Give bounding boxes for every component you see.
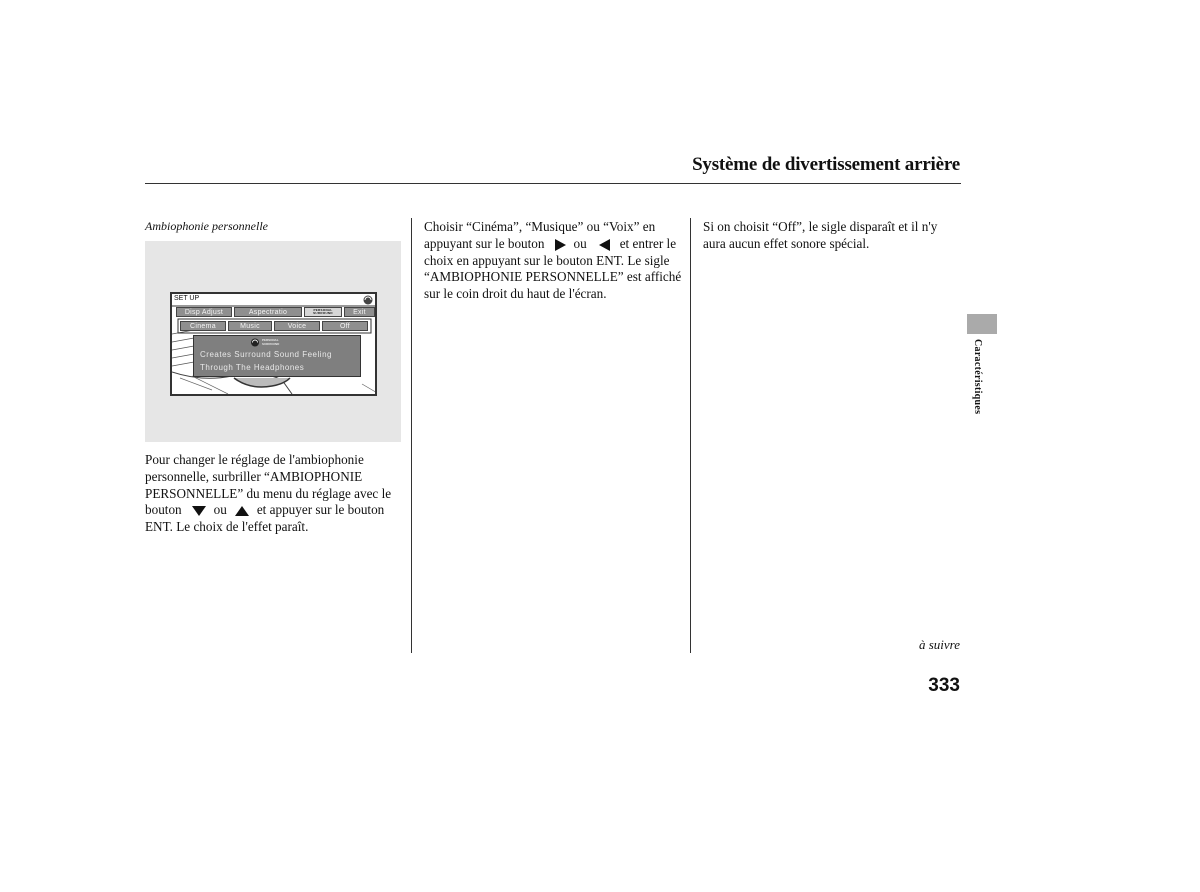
right-arrow-icon <box>555 239 566 251</box>
section-tab-marker <box>967 314 997 334</box>
personal-surround-button[interactable] <box>304 307 342 317</box>
middle-paragraph-part-1: Choisir “Cinéma”, “Musique” ou “Voix” en appuyant sur le bouton <box>424 219 656 251</box>
column-divider-1 <box>411 218 412 653</box>
middle-paragraph <box>424 219 686 303</box>
aspectratio-button[interactable]: Aspectratio <box>234 307 302 317</box>
page-number: 333 <box>928 675 960 696</box>
popup-badge <box>262 339 279 346</box>
surround-icon <box>362 295 374 305</box>
popup-surround-icon <box>250 338 260 347</box>
option-voice[interactable]: Voice <box>274 321 320 331</box>
figure-caption: Ambiophonie personnelle <box>145 219 268 233</box>
middle-paragraph-part-3: et entrer le choix en appuyant sur le bouton ENT. Le sigle “AMBIOPHONIE PERSONNELLE” est affiché sur le coin droit du haut de l'écran. <box>424 235 682 302</box>
left-paragraph-part-3: et appuyer sur le bouton ENT. Le choix de l'effet paraît. <box>145 502 385 535</box>
description-popup <box>193 335 361 377</box>
left-paragraph <box>145 452 400 536</box>
popup-line-2: Through The Headphones <box>200 363 305 372</box>
option-cinema[interactable]: Cinema <box>180 321 226 331</box>
popup-badge-line-1: PERSONAL <box>262 338 279 342</box>
option-music[interactable]: Music <box>228 321 272 331</box>
right-paragraph: Si on choisit “Off”, le sigle disparaît et il n'y aura aucun effet sonore spécial. <box>703 219 938 251</box>
page-title: Système de divertissement arrière <box>692 154 960 175</box>
disp-adjust-button[interactable]: Disp Adjust <box>176 307 232 317</box>
badge-line-2: SURROUND <box>313 311 333 315</box>
option-off[interactable]: Off <box>322 321 368 331</box>
popup-badge-line-2: SURROUND <box>262 341 280 346</box>
section-tab-label: Caractéristiques <box>972 339 983 415</box>
left-arrow-icon <box>599 239 610 251</box>
header-rule <box>145 183 961 184</box>
continued-note: à suivre <box>918 637 960 652</box>
left-paragraph-part-2: ou <box>213 502 227 518</box>
left-paragraph-part-1: Pour changer le réglage de l'ambiophonie personnelle, surbriller “AMBIOPHONIE PERSONNELLE” du menu du réglage avec le bouton <box>145 452 392 518</box>
column-divider-2 <box>690 218 691 653</box>
up-arrow-icon <box>235 506 249 516</box>
exit-button[interactable]: Exit <box>344 307 375 317</box>
setup-screen-illustration <box>170 292 377 396</box>
down-arrow-icon <box>192 506 206 516</box>
popup-line-1: Creates Surround Sound Feeling <box>200 350 332 359</box>
middle-paragraph-part-2: ou <box>573 235 587 251</box>
screen-title: SET UP <box>174 295 200 302</box>
badge-line-1: PERSONAL <box>313 307 333 312</box>
